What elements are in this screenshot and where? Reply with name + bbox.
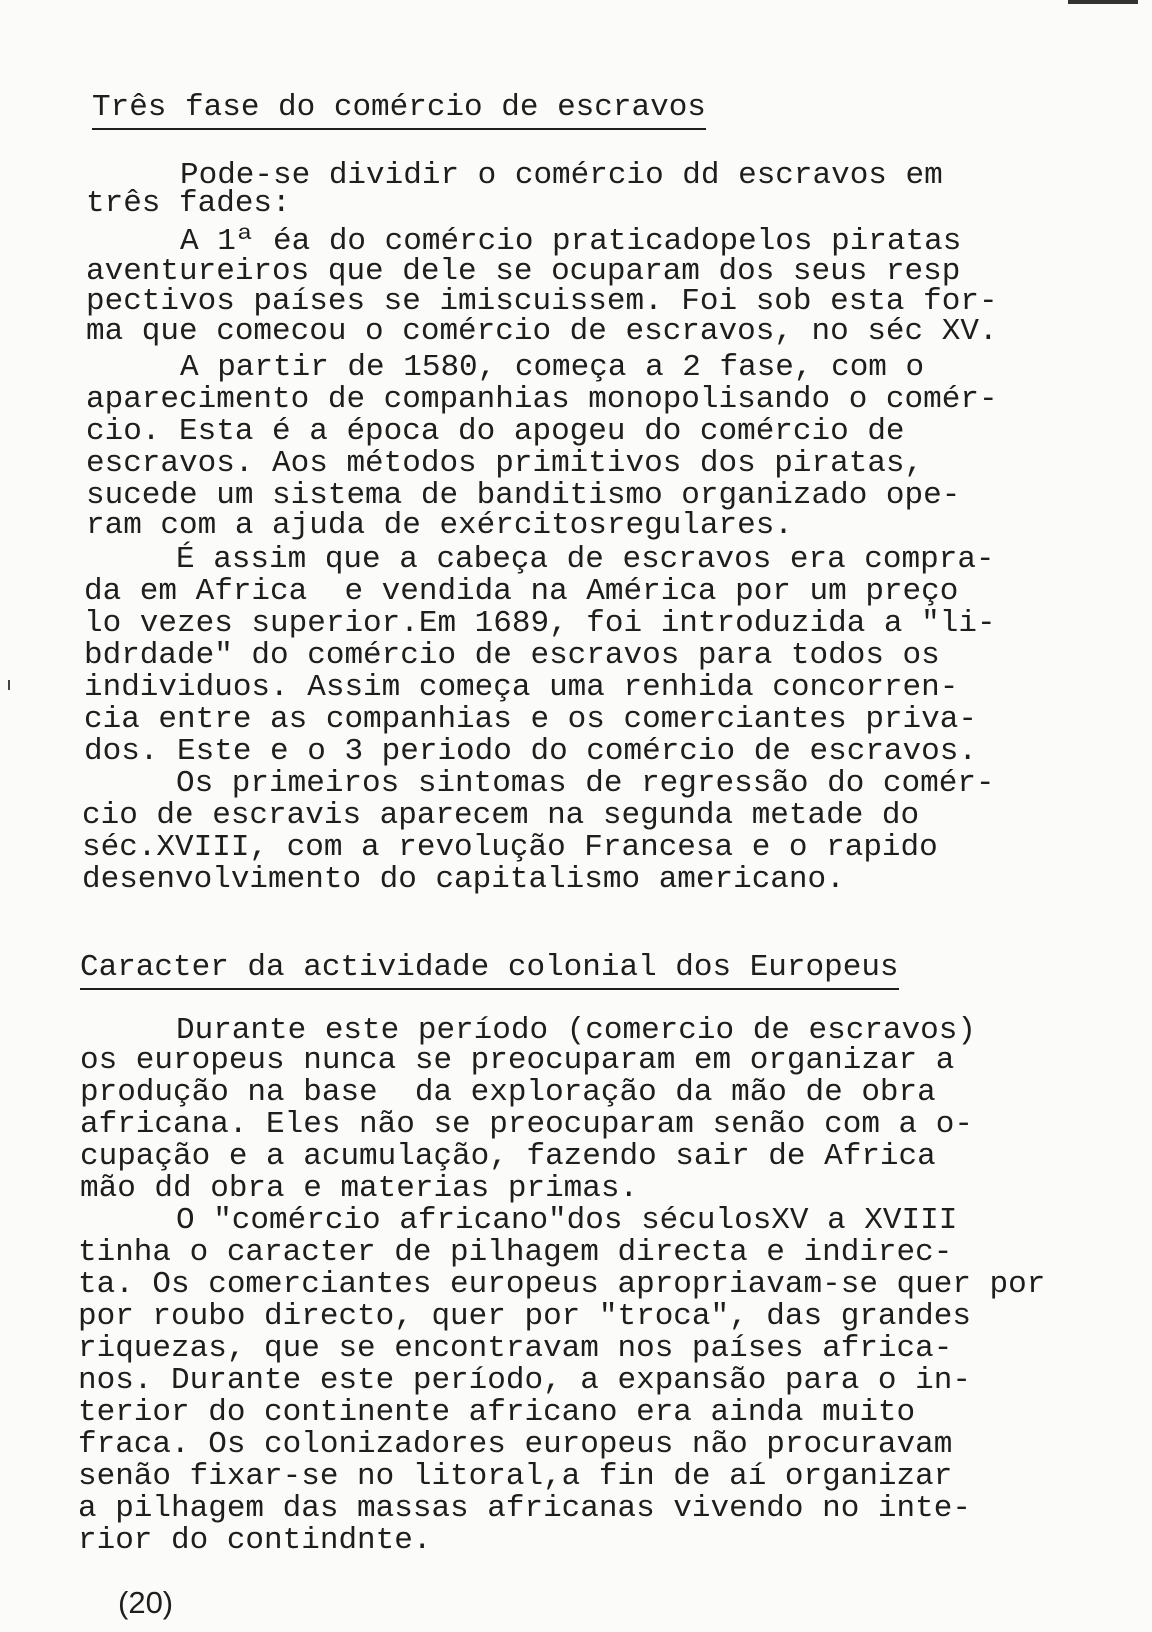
text-line: produção na base da exploração da mão de obra <box>80 1075 936 1110</box>
text-line: desenvolvimento do capitalismo americano. <box>82 862 845 897</box>
text-line: ta. Os comerciantes europeus apropriavam-se quer por <box>78 1267 1046 1302</box>
text-line: africana. Eles não se preocuparam senão com a o- <box>80 1107 973 1142</box>
text-line: A 1ª éa do comércio praticadopelos piratas <box>180 224 962 259</box>
text-line: aventureiros que dele se ocuparam dos seus resp <box>86 254 961 289</box>
text-line: aparecimento de companhias monopolisando o comér- <box>86 382 998 417</box>
text-line: rior do contindnte. <box>78 1523 432 1558</box>
text-line: tinha o caracter de pilhagem directa e indirec- <box>78 1235 953 1270</box>
text-line: cio de escravis aparecem na segunda metade do <box>82 798 920 833</box>
text-line: terior do continente africano era ainda muito <box>78 1395 916 1430</box>
text-line: lo vezes superior.Em 1689, foi introduzida a "li- <box>84 606 996 641</box>
section-heading-slave-trade-phases: Três fase do comércio de escravos <box>92 90 706 130</box>
text-line: dos. Este e o 3 periodo do comércio de escravos. <box>84 734 977 769</box>
text-line: por roubo directo, quer por "troca", das grandes <box>78 1299 971 1334</box>
text-line: cio. Esta é a época do apogeu do comércio de <box>86 414 905 449</box>
text-line: mão dd obra e materias primas. <box>80 1171 639 1206</box>
text-line: senão fixar-se no litoral,a fin de aí organizar <box>78 1459 953 1494</box>
text-line: A partir de 1580, começa a 2 fase, com o <box>180 350 925 385</box>
text-line: É assim que a cabeça de escravos era compra- <box>176 542 995 577</box>
section-heading-colonial-activity: Caracter da actividade colonial dos Europeus <box>80 950 899 990</box>
scan-artifact-mark <box>8 680 10 690</box>
text-line: sucede um sistema de banditismo organizado ope- <box>86 478 961 513</box>
page-number: (20) <box>118 1585 174 1620</box>
text-line: individuos. Assim começa uma renhida concorren- <box>84 670 959 705</box>
text-line: pectivos países se imiscuissem. Foi sob esta for- <box>86 284 998 319</box>
text-line: Durante este período (comercio de escravos) <box>176 1013 976 1048</box>
text-line: escravos. Aos métodos primitivos dos piratas, <box>86 446 924 481</box>
text-line: ram com a ajuda de exércitosregulares. <box>86 508 793 543</box>
text-line: cupação e a acumulação, fazendo sair de Africa <box>80 1139 936 1174</box>
text-line: ma que comecou o comércio de escravos, no séc XV. <box>86 314 998 349</box>
text-line: três fades: <box>86 186 291 221</box>
text-line: nos. Durante este período, a expansão para o in- <box>78 1363 971 1398</box>
scan-artifact-mark <box>1068 0 1138 4</box>
text-line: riquezas, que se encontravam nos países africa- <box>78 1331 953 1366</box>
text-line: Os primeiros sintomas de regressão do comér- <box>176 766 995 801</box>
text-line: séc.XVIII, com a revolução Francesa e o rapido <box>82 830 938 865</box>
text-line: O "comércio africano"dos séculosXV a XVIII <box>176 1203 958 1238</box>
text-line: a pilhagem das massas africanas vivendo no inte- <box>78 1491 971 1526</box>
text-line: bdrdade" do comércio de escravos para todos os <box>84 638 940 673</box>
text-line: Pode-se dividir o comércio dd escravos em <box>180 158 943 193</box>
text-line: da em Africa e vendida na América por um preço <box>84 574 959 609</box>
text-line: cia entre as companhias e os comerciantes priva- <box>84 702 977 737</box>
text-line: os europeus nunca se preocuparam em organizar a <box>80 1043 955 1078</box>
text-line: fraca. Os colonizadores europeus não procuravam <box>78 1427 953 1462</box>
